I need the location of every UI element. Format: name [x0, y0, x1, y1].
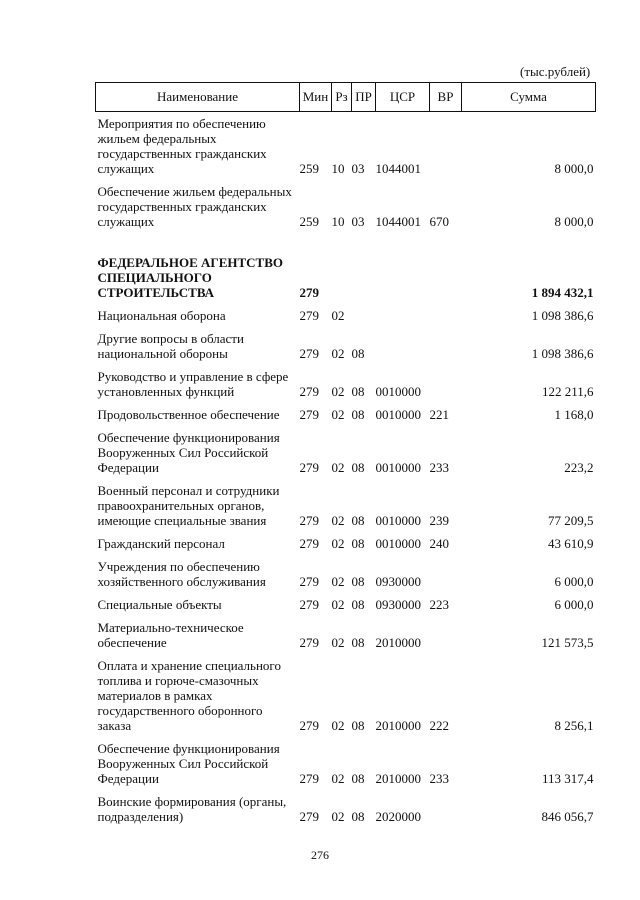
cell-vr: 221 — [429, 407, 449, 422]
cell-pr: 03 — [351, 161, 365, 176]
cell-name: Другие вопросы в области национальной обороны — [97, 331, 244, 361]
table-row — [96, 403, 596, 426]
header-sum: Сумма — [462, 83, 596, 112]
cell-csr: 1044001 — [375, 214, 421, 229]
table-row — [96, 365, 596, 403]
cell-name: Воинские формирования (органы, подразделения) — [97, 794, 287, 824]
cell-min: 279 — [299, 536, 319, 551]
cell-rz: 02 — [331, 574, 345, 589]
cell-rz: 02 — [331, 771, 345, 786]
cell-csr: 1044001 — [375, 161, 421, 176]
table-row — [96, 112, 596, 181]
cell-min: 279 — [299, 718, 319, 733]
cell-vr: 240 — [429, 536, 449, 551]
cell-name: Мероприятия по обеспечению жильем федеральных государственных гражданских служащих — [97, 116, 267, 176]
cell-name: Продовольственное обеспечение — [97, 407, 280, 422]
cell-pr: 08 — [351, 460, 365, 475]
cell-rz: 02 — [331, 635, 345, 650]
cell-min: 279 — [299, 308, 319, 323]
cell-sum: 6 000,0 — [554, 597, 594, 612]
cell-pr: 08 — [351, 513, 365, 528]
cell-pr — [352, 233, 376, 304]
cell-rz: 02 — [331, 597, 345, 612]
cell-sum: 1 168,0 — [554, 407, 594, 422]
table-row — [96, 426, 596, 479]
table-row — [96, 654, 596, 737]
cell-rz: 02 — [331, 308, 345, 323]
cell-rz: 02 — [331, 346, 345, 361]
cell-vr: 223 — [429, 597, 449, 612]
table-row — [96, 616, 596, 654]
cell-rz: 02 — [331, 407, 345, 422]
cell-vr — [430, 112, 462, 181]
cell-min: 279 — [299, 346, 319, 361]
header-csr: ЦСР — [376, 83, 430, 112]
cell-rz: 02 — [331, 809, 345, 824]
table-row — [96, 180, 596, 233]
cell-pr: 08 — [351, 574, 365, 589]
header-min: Мин — [300, 83, 332, 112]
cell-csr: 2010000 — [375, 771, 421, 786]
cell-sum: 113 317,4 — [541, 771, 594, 786]
table-row — [96, 790, 596, 828]
cell-rz: 02 — [331, 460, 345, 475]
cell-pr: 08 — [351, 346, 365, 361]
cell-csr: 0930000 — [375, 574, 421, 589]
cell-pr: 08 — [351, 718, 365, 733]
cell-csr: 0010000 — [375, 407, 421, 422]
cell-name: Материально-техническое обеспечение — [97, 620, 244, 650]
table-row — [96, 555, 596, 593]
table-row — [96, 532, 596, 555]
cell-vr: 670 — [429, 214, 449, 229]
cell-name: Обеспечение функционирования Вооруженных Сил Российской Федерации — [97, 430, 280, 475]
cell-pr: 08 — [351, 407, 365, 422]
table-row — [96, 233, 596, 304]
cell-pr: 08 — [351, 384, 365, 399]
cell-vr — [430, 327, 462, 365]
cell-csr — [376, 304, 430, 327]
cell-csr: 2010000 — [375, 635, 421, 650]
cell-rz: 02 — [331, 513, 345, 528]
cell-vr — [430, 365, 462, 403]
cell-rz: 10 — [331, 214, 345, 229]
budget-table — [95, 82, 596, 828]
cell-sum: 1 894 432,1 — [531, 285, 594, 300]
cell-pr — [352, 304, 376, 327]
cell-sum: 121 573,5 — [541, 635, 594, 650]
cell-vr — [430, 233, 462, 304]
table-body — [96, 112, 596, 829]
cell-name: ФЕДЕРАЛЬНОЕ АГЕНТСТВО СПЕЦИАЛЬНОГО СТРОИТЕЛЬСТВА — [97, 255, 283, 300]
cell-sum: 1 098 386,6 — [531, 346, 594, 361]
cell-name: Обеспечение жильем федеральных государственных гражданских служащих — [97, 184, 292, 229]
cell-vr — [430, 790, 462, 828]
cell-csr — [376, 233, 430, 304]
cell-pr: 08 — [351, 635, 365, 650]
cell-pr: 08 — [351, 536, 365, 551]
units-note: (тыс.рублей) — [520, 64, 591, 79]
cell-min: 279 — [299, 460, 319, 475]
table-header — [96, 83, 596, 112]
table-row — [96, 479, 596, 532]
cell-sum: 223,2 — [564, 460, 594, 475]
cell-min: 279 — [299, 407, 319, 422]
cell-csr: 0010000 — [375, 384, 421, 399]
cell-min: 279 — [299, 809, 319, 824]
cell-min: 279 — [299, 597, 319, 612]
cell-pr: 08 — [351, 809, 365, 824]
header-name: Наименование — [96, 83, 300, 112]
cell-sum: 43 610,9 — [548, 536, 594, 551]
cell-pr: 08 — [351, 597, 365, 612]
cell-sum: 846 056,7 — [541, 809, 594, 824]
cell-min: 279 — [299, 384, 319, 399]
cell-sum: 122 211,6 — [541, 384, 594, 399]
cell-csr: 2020000 — [375, 809, 421, 824]
cell-min: 279 — [299, 635, 319, 650]
cell-csr: 0010000 — [375, 513, 421, 528]
cell-pr: 08 — [351, 771, 365, 786]
cell-min: 279 — [299, 513, 319, 528]
cell-vr: 222 — [429, 718, 449, 733]
header-pr: ПР — [352, 83, 376, 112]
cell-rz: 10 — [331, 161, 345, 176]
cell-vr: 233 — [429, 771, 449, 786]
cell-rz: 02 — [331, 718, 345, 733]
page-number: 276 — [311, 848, 329, 862]
cell-pr: 03 — [351, 214, 365, 229]
cell-name: Оплата и хранение специального топлива и горюче-смазочных материалов в рамках государственного оборонного заказа — [97, 658, 281, 733]
cell-name: Обеспечение функционирования Вооруженных Сил Российской Федерации — [97, 741, 280, 786]
table-row — [96, 304, 596, 327]
cell-name: Национальная оборона — [97, 308, 226, 323]
cell-name: Руководство и управление в сфере установленных функций — [97, 369, 289, 399]
table-row — [96, 593, 596, 616]
cell-min: 279 — [299, 771, 319, 786]
cell-sum: 8 000,0 — [554, 214, 594, 229]
cell-min: 259 — [299, 214, 319, 229]
cell-min: 279 — [299, 574, 319, 589]
cell-name: Специальные объекты — [97, 597, 222, 612]
cell-sum: 6 000,0 — [554, 574, 594, 589]
cell-csr — [376, 327, 430, 365]
header-vr: ВР — [430, 83, 462, 112]
cell-sum: 77 209,5 — [548, 513, 594, 528]
cell-rz — [332, 233, 352, 304]
cell-min: 279 — [299, 285, 319, 300]
cell-csr: 0930000 — [375, 597, 421, 612]
cell-name: Гражданский персонал — [97, 536, 225, 551]
header-rz: Рз — [332, 83, 352, 112]
cell-name: Военный персонал и сотрудники правоохранительных органов, имеющие специальные звания — [97, 483, 280, 528]
cell-sum: 8 256,1 — [554, 718, 594, 733]
cell-vr: 239 — [429, 513, 449, 528]
cell-rz: 02 — [331, 536, 345, 551]
table-row — [96, 327, 596, 365]
table-row — [96, 737, 596, 790]
cell-min: 259 — [299, 161, 319, 176]
cell-csr: 0010000 — [375, 536, 421, 551]
cell-rz: 02 — [331, 384, 345, 399]
cell-name: Учреждения по обеспечению хозяйственного обслуживания — [97, 559, 266, 589]
cell-csr: 2010000 — [375, 718, 421, 733]
cell-vr — [430, 304, 462, 327]
cell-vr — [430, 555, 462, 593]
cell-vr: 233 — [429, 460, 449, 475]
cell-sum: 8 000,0 — [554, 161, 594, 176]
cell-sum: 1 098 386,6 — [531, 308, 594, 323]
cell-vr — [430, 616, 462, 654]
cell-csr: 0010000 — [375, 460, 421, 475]
